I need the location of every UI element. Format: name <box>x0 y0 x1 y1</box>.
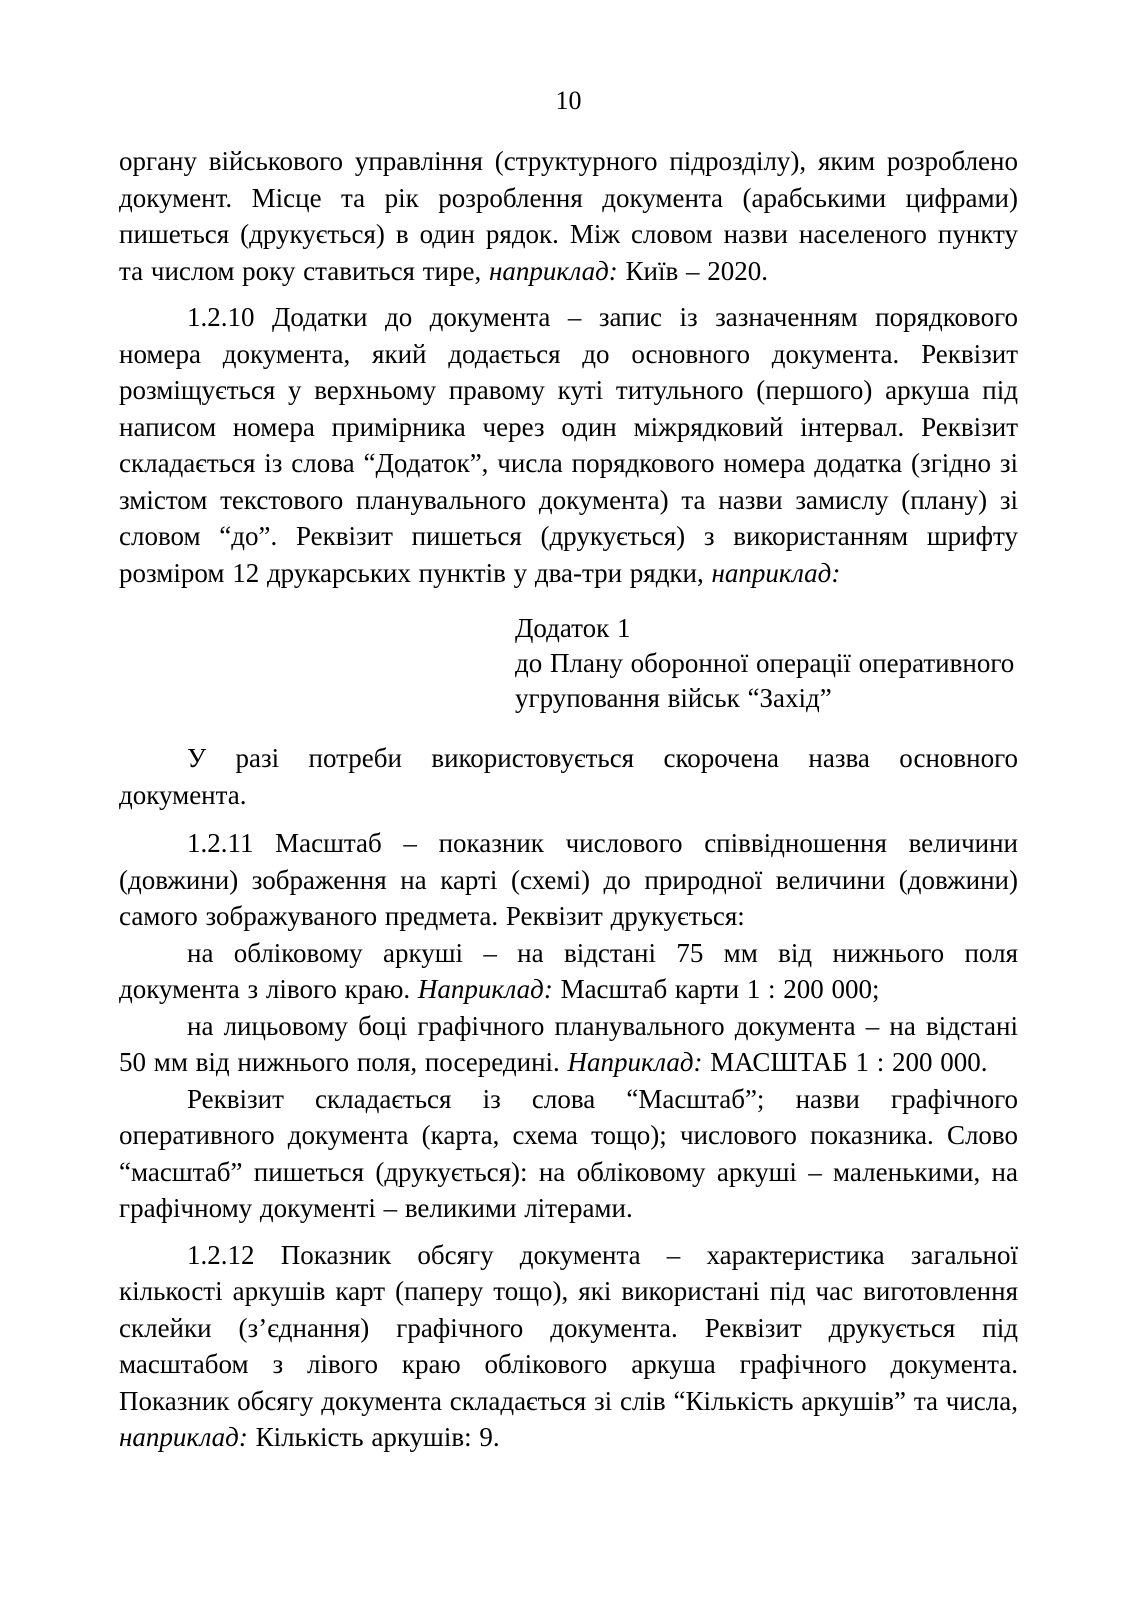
text-run-italic: Наприклад: <box>417 974 553 1004</box>
text-run: на лицьовому боці графічного планувального документа – на відстані 50 мм від нижнього поля, посередині. <box>119 1010 1018 1077</box>
paragraph-scale-composition <box>119 1081 1018 1227</box>
text-run: Масштаб карти 1 : 200 000; <box>552 974 880 1004</box>
text-run: 1.2.11 Масштаб – показник числового співвідношення величини (довжини) зображення на карті (схемі) до природної величини (довжини) самого зображуваного предмета. Реквізит друкується: <box>119 828 1018 931</box>
text-run: Кількість аркушів: 9. <box>247 1422 500 1452</box>
paragraph-scale-graphic-face <box>119 1008 1018 1081</box>
paragraph-1-2-10 <box>119 299 1018 591</box>
text-run: МАСШТАБ 1 : 200 000. <box>702 1047 988 1077</box>
paragraph-short-name-note <box>119 740 1018 813</box>
text-run: У разі потреби використовується скорочена назва основного документа. <box>119 743 1018 810</box>
appendix-example <box>515 611 1018 716</box>
paragraph-continuation <box>119 143 1018 289</box>
text-run-italic: Наприклад: <box>567 1047 703 1077</box>
text-run: Реквізит складається із слова “Масштаб”; назви графічного оперативного документа (карта, схема тощо); числового показника. Слово “масштаб” пишеться (друкується): на обліковому аркуші – маленькими, на графічному документі – великими літерами. <box>119 1083 1018 1223</box>
paragraph-1-2-11 <box>119 825 1018 935</box>
page-number: 10 <box>555 86 582 115</box>
paragraph-1-2-12 <box>119 1237 1018 1456</box>
text-run-italic: наприклад: <box>711 557 841 588</box>
text-run: на обліковому аркуші – на відстані 75 мм від нижнього поля документа з лівого краю. <box>119 937 1018 1004</box>
text-run-italic: наприклад: <box>119 1422 248 1452</box>
document-body <box>119 143 1018 1456</box>
example-line: Додаток 1 <box>515 613 631 643</box>
text-run: органу військового управління (структурного підрозділу), яким розроблено документ. Місце та рік розроблення документа (арабськими цифрами) пишеться (друкується) в один рядок. Між словом назви населеного пункту та числом року ставиться тире, <box>119 146 1018 286</box>
text-run: 1.2.10 Додатки до документа – запис із зазначенням порядкового номера документа, який додається до основного документа. Реквізит розміщується у верхньому правому куті титульного (першого) аркуша під написом номера примірника через один міжрядковий інтервал. Реквізит складається із слова “Додаток”, числа порядкового номера додатка (згідно зі змістом текстового планувального документа) та назви замислу (плану) зі словом “до”. Реквізит пишеться (друкується) з використанням шрифту розміром 12 друкарських пунктів у два-три рядки, <box>119 302 1018 588</box>
text-run: 1.2.12 Показник обсягу документа – характеристика загальної кількості аркушів карт (паперу тощо), які використані під час виготовлення склейки (з’єднання) графічного документа. Реквізит друкується під масштабом з лівого краю облікового аркуша графічного документа. Показник обсягу документа складається зі слів “Кількість аркушів” та числа, <box>119 1239 1018 1416</box>
text-run: Київ – 2020. <box>617 255 768 286</box>
example-line: угруповання військ “Захід” <box>515 683 832 713</box>
paragraph-scale-record-sheet <box>119 935 1018 1008</box>
text-run-italic: наприклад: <box>488 255 618 286</box>
example-line: до Плану оборонної операції оперативного <box>515 648 1015 678</box>
